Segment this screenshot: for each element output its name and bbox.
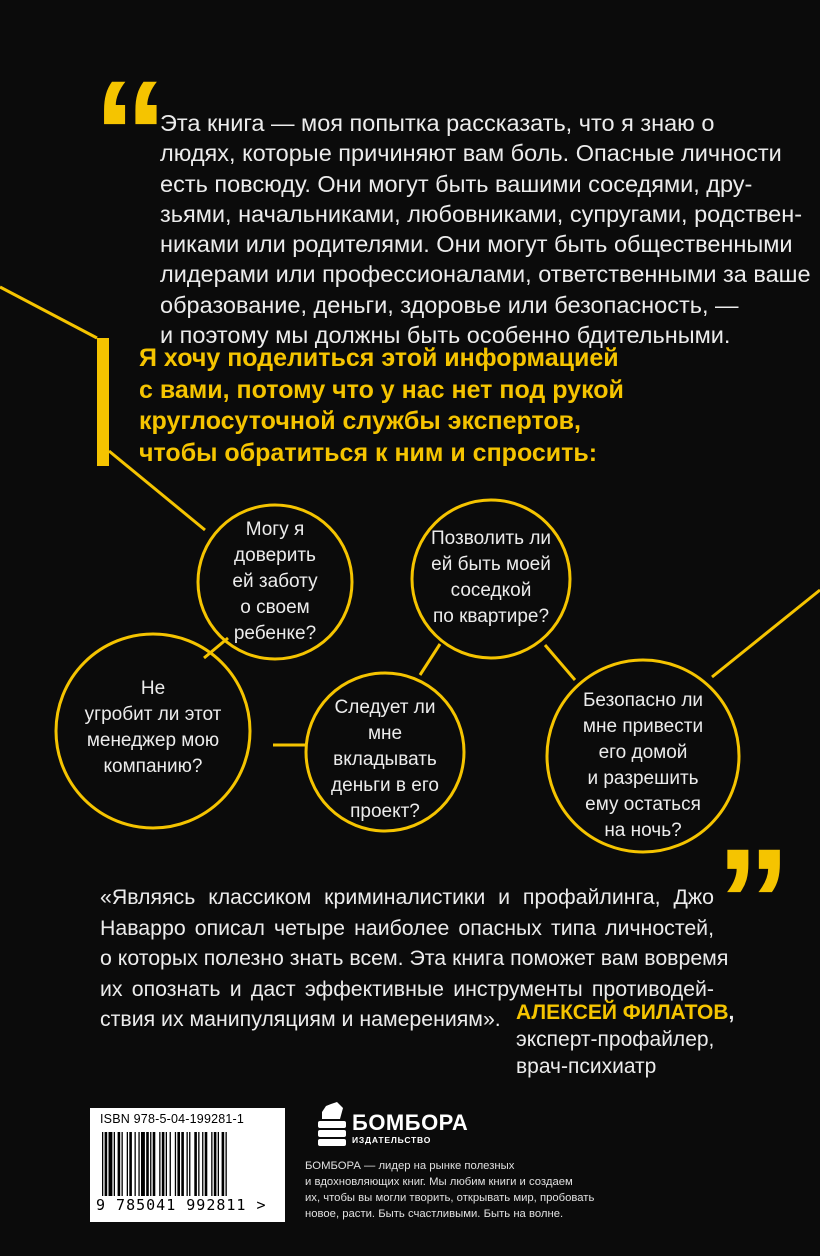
highlight-line: чтобы обратиться к ним и спросить: [139,438,598,467]
question-line: на ночь? [604,820,682,841]
review-line: ствия их манипуляциям и намерениям». [100,1007,501,1031]
publisher-line: БОМБОРА — лидер на рынке полезных [305,1160,515,1172]
question-line: Безопасно ли [582,690,704,711]
question-text-4 [315,695,455,825]
intro-line: зьями, начальниками, любовниками, супругами, родствен- [160,200,803,227]
question-line: угробит ли этот [84,704,222,725]
question-line: доверить [234,545,316,566]
highlight-bar [97,338,109,466]
question-line: Могу я [245,519,305,540]
question-line: мне привести [582,716,704,737]
isbn-label: ISBN 978-5-04-199281-1 [100,1112,245,1126]
intro-line: людях, которые причиняют вам боль. Опасные личности [160,140,782,167]
connector-line-left-top [0,287,97,338]
highlight-line: круглосуточной службы экспертов, [139,407,581,435]
question-line: проект? [350,801,420,822]
intro-line: есть повсюду. Они могут быть вашими соседями, дру- [160,170,753,197]
review-line: о которых полезно знать всем. Эта книга поможет вам вовремя [100,946,729,970]
question-text-1 [205,517,345,647]
question-line: компанию? [103,756,203,777]
question-line: ей быть моей [431,554,551,575]
highlight-line: Я хочу поделиться этой информацией [139,344,619,372]
intro-line: образование, деньги, здоровье или безопасность, — [160,291,739,318]
question-line: соседкой [450,580,532,601]
closing-quote-mark: ” [716,817,779,985]
question-line: деньги в его [331,775,439,796]
highlight-paragraph [139,343,699,469]
connector-line-right [712,590,820,677]
review-line: их опознать и даст эффективные инструменты противодей- [100,976,714,1001]
question-line: его домой [598,742,688,763]
publisher-line: их, чтобы вы могли творить, открывать мир, пробовать [305,1192,595,1204]
question-line: вкладывать [333,749,437,770]
intro-line: лидерами или профессионалами, ответственными за ваше [160,261,811,288]
question-line: ему остаться [585,794,701,815]
author-role: врач-психиатр [516,1055,657,1078]
question-line: Следует ли [334,697,436,718]
question-line: менеджер мою [86,730,220,751]
question-line: и разрешить [587,768,699,789]
question-line: мне [367,723,403,744]
question-line: ей заботу [232,571,318,592]
question-line: Позволить ли [430,528,552,549]
question-line: Не [140,678,166,699]
author-name-suffix: , [728,1001,735,1024]
author-name-line [516,999,734,1026]
review-line: Наварро описал четыре наиболее опасных типа личностей, [100,915,714,940]
question-text-5 [563,688,723,844]
question-line: о своем [240,597,310,618]
intro-line: никами или родителями. Они могут быть общественными [160,231,793,258]
connector-line-circle-2-to-4 [420,644,440,675]
opening-quote-mark: “ [93,49,156,217]
intro-line: и поэтому мы должны быть особенно бдительными. [160,322,731,349]
intro-paragraph [160,108,811,350]
author-name: АЛЕКСЕЙ ФИЛАТОВ [516,1001,729,1024]
publisher-line: и вдохновляющих книг. Мы любим книги и создаем [305,1176,573,1188]
author-role: эксперт-профайлер, [516,1028,715,1051]
highlight-line: с вами, потому что у нас нет под рукой [139,375,624,404]
publisher-line: новое, расти. Быть счастливыми. Быть на волне. [305,1208,564,1220]
question-text-3 [63,676,243,780]
question-line: ребенке? [233,623,317,644]
question-text-2 [416,526,566,630]
review-line: «Являясь классиком криминалистики и профайлинга, Джо [100,885,714,909]
intro-line: Эта книга — моя попытка рассказать, что я знаю о [160,110,715,136]
publisher-logo-subtitle: ИЗДАТЕЛЬСТВО [352,1135,432,1145]
bombora-logo-icon [318,1102,346,1146]
question-line: по квартире? [432,606,550,627]
publisher-logo-text: БОМБОРА [352,1110,469,1135]
connector-line-circle-2-to-5 [545,645,575,680]
barcode-digits: 9 785041 992811 > [96,1196,267,1214]
publisher-description [305,1158,615,1222]
review-author [516,999,734,1080]
